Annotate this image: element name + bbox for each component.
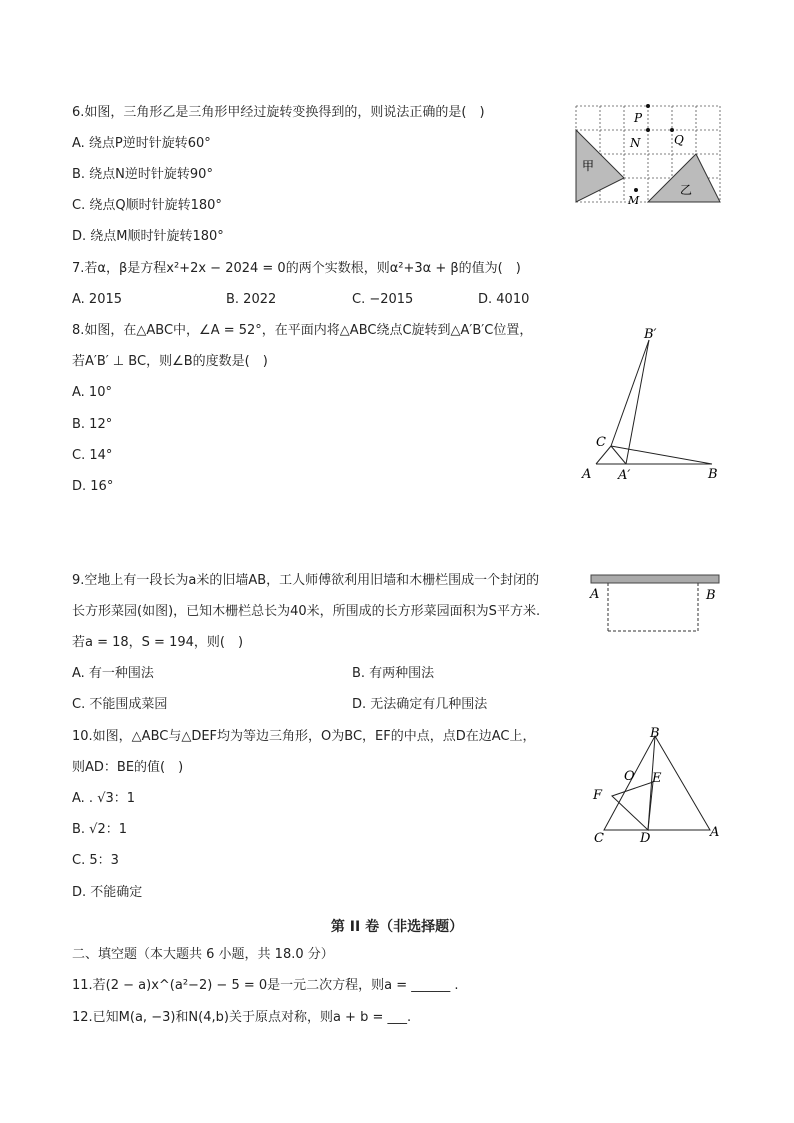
q8-option-d: D. 16° [72, 479, 114, 494]
q7-option-d: D. 4010 [478, 292, 530, 307]
q6-label-p: P [634, 111, 643, 125]
old-wall [591, 575, 719, 583]
q10-stem-line1: 10.如图，△ABC与△DEF均为等边三角形，O为BC，EF的中点，点D在边AC上， [72, 729, 536, 744]
q8-option-c: C. 14° [72, 448, 113, 463]
q9-stem-line3: 若a = 18，S = 194，则( ) [72, 635, 244, 650]
q6-stem: 6.如图，三角形乙是三角形甲经过旋转变换得到的，则说法正确的是( ) [72, 105, 485, 120]
q7-stem: 7.若α，β是方程x²+2x − 2024 = 0的两个实数根，则α²+3α + β的值为( ) [72, 261, 521, 276]
q9-option-d: D. 无法确定有几种围法 [352, 697, 488, 712]
q8-stem-line1: 8.如图，在△ABC中，∠A = 52°，在平面内将△ABC绕点C旋转到△A′B′C位置， [72, 323, 533, 338]
q7-option-c: C. −2015 [352, 292, 414, 307]
q6-option-d: D. 绕点M顺时针旋转180° [72, 229, 224, 244]
q6-label-q: Q [674, 133, 684, 147]
q6-option-a: A. 绕点P逆时针旋转60° [72, 136, 211, 151]
q6-label-jia: 甲 [582, 159, 595, 173]
q10-stem-line2: 则AD：BE的值( ) [72, 760, 184, 775]
q10-option-a: A. . √3：1 [72, 791, 136, 806]
q6-option-b: B. 绕点N逆时针旋转90° [72, 167, 213, 182]
q10-label-f: F [593, 788, 603, 803]
q8-stem-line2: 若A′B′ ⊥ BC，则∠B的度数是( ) [72, 354, 268, 369]
q10-option-b: B. √2：1 [72, 822, 128, 837]
q10-label-b: B [650, 726, 660, 741]
q9-label-b: B [706, 588, 716, 603]
q12-stem: 12.已知M(a, −3)和N(4,b)关于原点对称，则a + b = ___. [72, 1010, 412, 1025]
q6-label-m: M [628, 194, 640, 206]
q9-label-a: A [590, 587, 600, 602]
q8-label-b-prime: B′ [644, 327, 657, 342]
q7-option-a: A. 2015 [72, 292, 123, 307]
q9-option-b: B. 有两种围法 [352, 666, 435, 681]
q6-option-c: C. 绕点Q顺时针旋转180° [72, 198, 222, 213]
q7-option-b: B. 2022 [226, 292, 277, 307]
q8-option-b: B. 12° [72, 417, 113, 432]
q8-label-a-prime: A′ [618, 468, 631, 483]
part2-title: 第 II 卷（非选择题） [330, 919, 464, 935]
q10-label-d: D [640, 831, 651, 846]
q10-label-a: A [710, 825, 720, 840]
q10-label-o: O [624, 769, 635, 784]
q10-option-d: D. 不能确定 [72, 885, 143, 900]
q11-stem: 11.若(2 − a)x^(a²−2) − 5 = 0是一元二次方程，则a = ______ . [72, 978, 459, 993]
q6-label-n: N [630, 136, 641, 150]
section2-heading: 二、填空题（本大题共 6 小题，共 18.0 分） [72, 947, 334, 962]
q9-stem-line1: 9.空地上有一段长为a米的旧墙AB，工人师傅欲利用旧墙和木栅栏围成一个封闭的 [72, 573, 540, 588]
q9-garden-figure [588, 572, 724, 636]
q10-triangle-figure [588, 722, 724, 846]
q9-option-a: A. 有一种围法 [72, 666, 154, 681]
q8-label-a: A [582, 467, 592, 482]
q9-option-c: C. 不能围成菜园 [72, 697, 168, 712]
q9-stem-line2: 长方形菜园(如图)，已知木栅栏总长为40米，所围成的长方形菜园面积为S平方米. [72, 604, 541, 619]
q8-label-b: B [708, 467, 718, 482]
q8-option-a: A. 10° [72, 385, 112, 400]
q8-label-c: C [596, 435, 606, 450]
q6-label-yi: 乙 [680, 183, 693, 197]
q10-option-c: C. 5：3 [72, 853, 119, 868]
q8-rotation-figure [578, 322, 728, 484]
q10-label-e: E [652, 771, 662, 786]
q10-label-c: C [594, 831, 604, 846]
q6-grid-figure [574, 104, 724, 206]
